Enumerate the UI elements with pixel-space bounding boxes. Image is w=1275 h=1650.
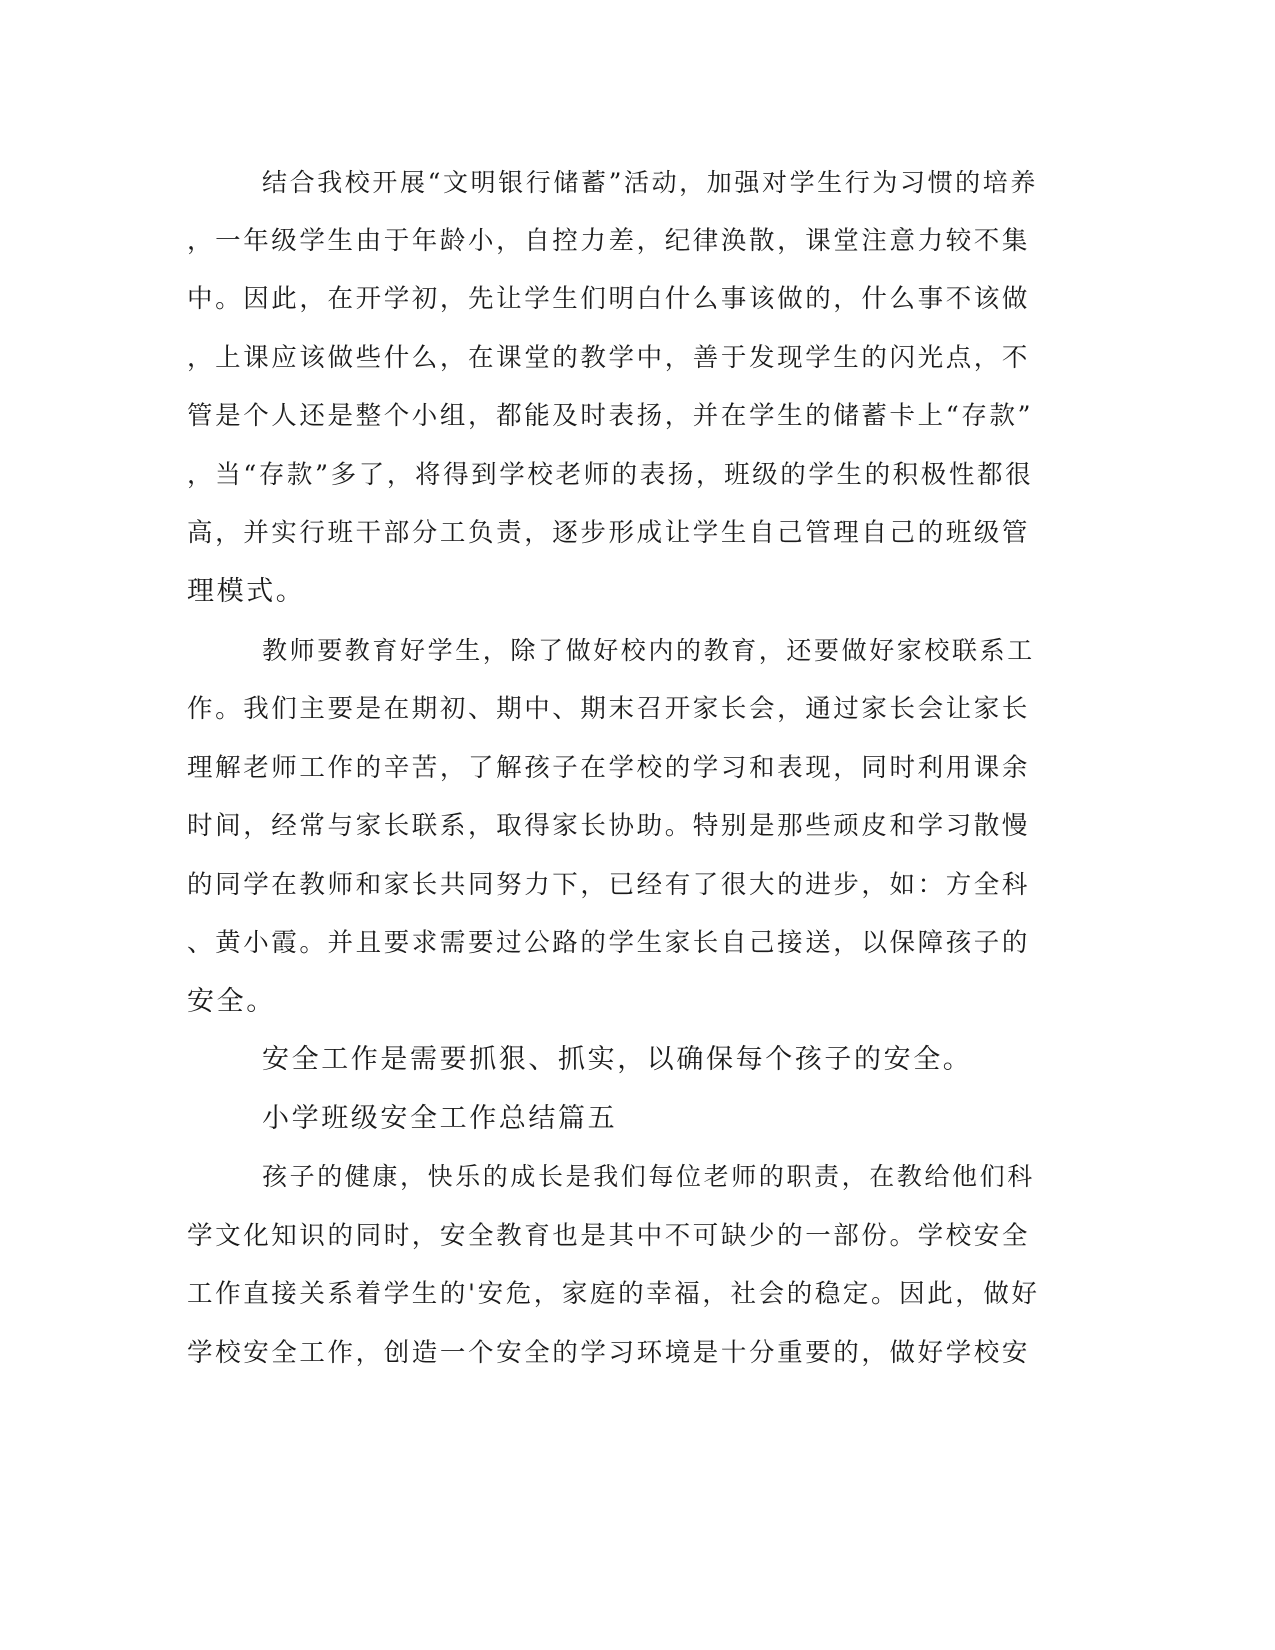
- text-line: 管是个人还是整个小组，都能及时表扬，并在学生的储蓄卡上“存款”: [187, 401, 1034, 431]
- text-line: 中。因此，在开学初，先让学生们明白什么事该做的，什么事不该做: [187, 284, 1031, 314]
- text-line: 、黄小霞。并且要求需要过公路的学生家长自己接送，以保障孩子的: [187, 928, 1031, 958]
- text-line: 的同学在教师和家长共同努力下，已经有了很大的进步，如：方全科: [187, 870, 1031, 900]
- text-line: 作。我们主要是在期初、期中、期末召开家长会，通过家长会让家长: [187, 694, 1031, 724]
- text-line: 结合我校开展“文明银行储蓄”活动，加强对学生行为习惯的培养: [262, 168, 1038, 197]
- text-line: 高，并实行班干部分工负责，逐步形成让学生自己管理自己的班级管: [187, 518, 1031, 548]
- text-line: 理模式。: [187, 576, 306, 607]
- text-line: 安全工作是需要抓狠、抓实，以确保每个孩子的安全。: [262, 1044, 973, 1075]
- text-line: 安全。: [187, 986, 276, 1017]
- section-heading: 小学班级安全工作总结篇五: [262, 1103, 618, 1134]
- text-line: 时间，经常与家长联系，取得家长协助。特别是那些顽皮和学习散慢: [187, 811, 1031, 841]
- text-line: ，上课应该做些什么，在课堂的教学中，善于发现学生的闪光点，不: [187, 343, 1031, 373]
- text-line: ，当“存款”多了，将得到学校老师的表扬，班级的学生的积极性都很: [187, 460, 1034, 490]
- text-line: 工作直接关系着学生的'安危，家庭的幸福，社会的稳定。因此，做好: [187, 1279, 1040, 1309]
- text-line: 学校安全工作，创造一个安全的学习环境是十分重要的，做好学校安: [187, 1338, 1031, 1368]
- text-line: 学文化知识的同时，安全教育也是其中不可缺少的一部份。学校安全: [187, 1221, 1031, 1251]
- text-line: 理解老师工作的辛苦，了解孩子在学校的学习和表现，同时利用课余: [187, 753, 1031, 783]
- text-line: ，一年级学生由于年龄小，自控力差，纪律涣散，课堂注意力较不集: [187, 226, 1031, 256]
- text-line: 孩子的健康，快乐的成长是我们每位老师的职责，在教给他们科: [262, 1162, 1035, 1191]
- text-line: 教师要教育好学生，除了做好校内的教育，还要做好家校联系工: [262, 636, 1035, 665]
